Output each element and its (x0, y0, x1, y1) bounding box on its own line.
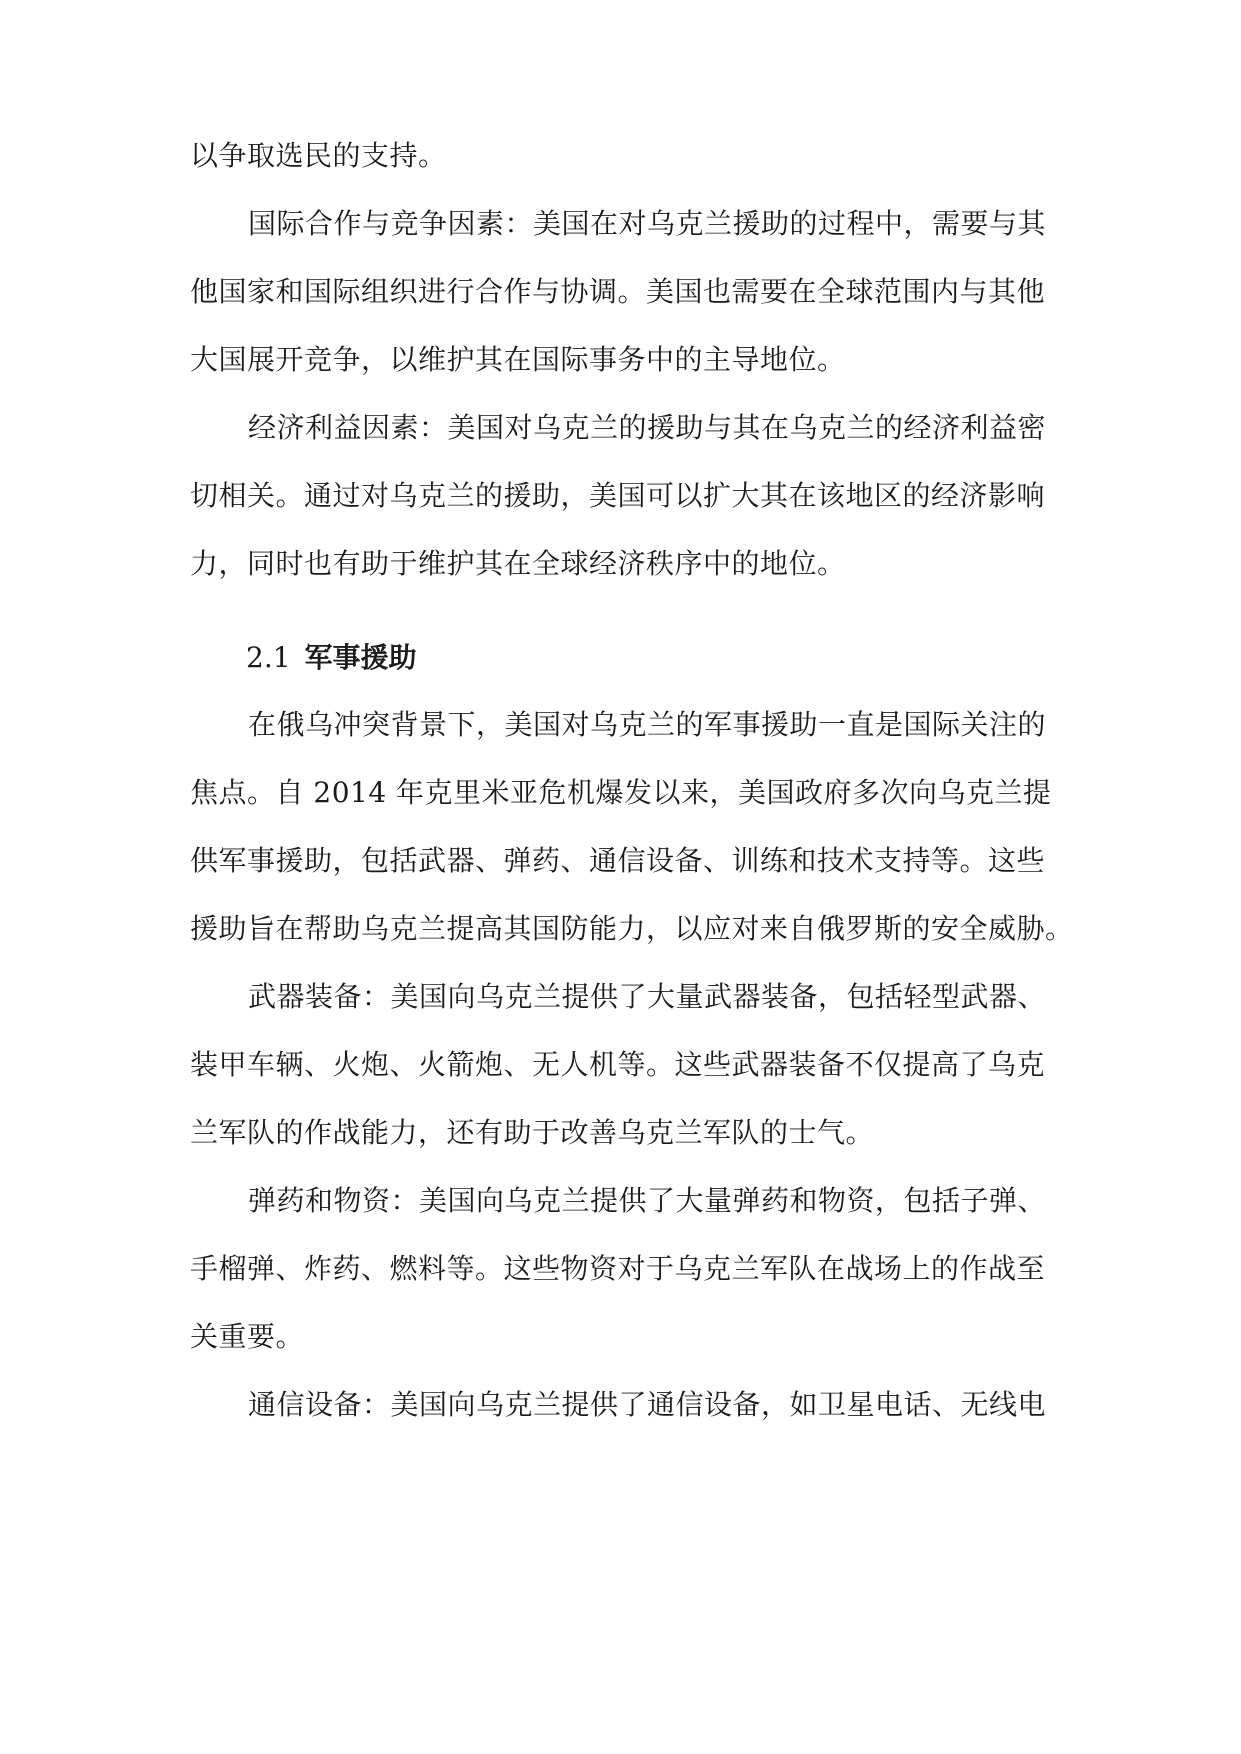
section-heading (246, 638, 417, 678)
section-title: 军事援助 (304, 641, 417, 674)
paragraph-line: 手榴弹、炸药、燃料等。这些物资对于乌克兰军队在战场上的作战至 (190, 1252, 1046, 1285)
paragraph-line: 关重要。 (190, 1320, 305, 1353)
paragraph-line: 切相关。通过对乌克兰的援助，美国可以扩大其在该地区的经济影响 (190, 479, 1046, 512)
paragraph-line: 大国展开竞争，以维护其在国际事务中的主导地位。 (190, 343, 846, 376)
paragraph-line: 力，同时也有助于维护其在全球经济秩序中的地位。 (190, 547, 846, 580)
paragraph-line: 在俄乌冲突背景下，美国对乌克兰的军事援助一直是国际关注的 (248, 708, 1047, 741)
paragraph-line: 援助旨在帮助乌克兰提高其国防能力，以应对来自俄罗斯的安全威胁。 (190, 912, 1074, 945)
paragraph-line: 兰军队的作战能力，还有助于改善乌克兰军队的士气。 (190, 1116, 875, 1149)
paragraph-line: 武器装备：美国向乌克兰提供了大量武器装备，包括轻型武器、 (248, 980, 1047, 1013)
paragraph-line: 供军事援助，包括武器、弹药、通信设备、训练和技术支持等。这些 (190, 844, 1046, 877)
paragraph-line: 装甲车辆、火炮、火箭炮、无人机等。这些武器装备不仅提高了乌克 (190, 1048, 1046, 1081)
paragraph-line: 经济利益因素：美国对乌克兰的援助与其在乌克兰的经济利益密 (248, 411, 1047, 444)
paragraph-line: 他国家和国际组织进行合作与协调。美国也需要在全球范围内与其他 (190, 275, 1046, 308)
paragraph-line: 以争取选民的支持。 (190, 139, 447, 172)
paragraph-line: 弹药和物资：美国向乌克兰提供了大量弹药和物资，包括子弹、 (248, 1184, 1047, 1217)
section-number: 2.1 (246, 641, 291, 674)
paragraph-line: 国际合作与竞争因素：美国在对乌克兰援助的过程中，需要与其 (248, 207, 1047, 240)
paragraph-line: 通信设备：美国向乌克兰提供了通信设备，如卫星电话、无线电 (248, 1388, 1047, 1421)
paragraph-line: 焦点。自 2014 年克里米亚危机爆发以来，美国政府多次向乌克兰提 (190, 776, 1052, 809)
